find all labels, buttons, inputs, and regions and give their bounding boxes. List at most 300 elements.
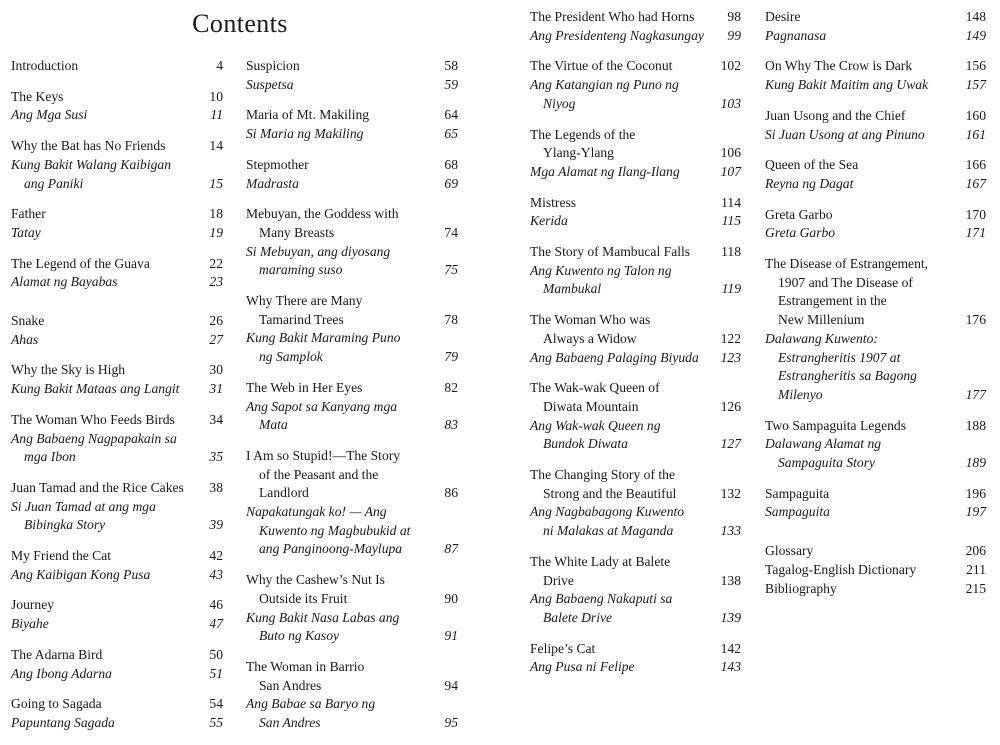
toc-page-number: 75 (444, 262, 458, 278)
toc-entry-line-english (765, 255, 986, 274)
toc-entry-line-english (530, 311, 741, 330)
toc-entry-line-tagalog (246, 522, 458, 541)
toc-entry-title: Ang Mga Susi (11, 107, 88, 123)
toc-page-number: 171 (965, 225, 986, 241)
toc-entry-line-tagalog (765, 367, 986, 386)
toc-entry-title: Sampaguita Story (778, 455, 876, 471)
toc-page-number: 91 (444, 628, 458, 644)
toc-page-number: 15 (209, 175, 223, 191)
toc-entry[interactable] (530, 243, 741, 299)
toc-entry-line-english (530, 379, 741, 398)
toc-entry-title: Napakatungak ko! — Ang (246, 504, 387, 520)
toc-page-number: 149 (965, 27, 986, 43)
toc-entry-title: Greta Garbo (765, 225, 836, 241)
toc-entry[interactable] (765, 255, 986, 405)
toc-entry-line-english (530, 398, 741, 417)
toc-entry-title: Strong and the Beautiful (543, 485, 677, 501)
toc-entry-line-tagalog (246, 695, 458, 714)
toc-entry-title: Estrangheritis sa Bagong (778, 368, 917, 384)
toc-entry-line-tagalog (530, 609, 741, 628)
toc-entry-title: Maria of Mt. Makiling (246, 107, 370, 123)
toc-entry[interactable] (11, 312, 223, 349)
toc-entry-title: Papuntang Sagada (11, 714, 115, 730)
toc-entry-title: Buto ng Kasoy (259, 628, 340, 644)
toc-entry[interactable] (11, 361, 223, 398)
toc-entry-title: On Why The Crow is Dark (765, 58, 913, 74)
toc-entry-line-tagalog (11, 224, 223, 243)
toc-entry-line-english (765, 274, 986, 293)
toc-page-number: 177 (965, 386, 986, 402)
toc-page-number: 142 (720, 640, 741, 656)
toc-entry-title: Going to Sagada (11, 696, 102, 712)
toc-entry[interactable] (765, 8, 986, 45)
toc-entry[interactable] (246, 156, 458, 193)
toc-entry-title: Desire (765, 9, 801, 24)
toc-entry-line-tagalog (530, 76, 741, 95)
toc-entry-title: Ang Presidenteng Nagkasungay (530, 27, 704, 43)
toc-entry-line-english (246, 379, 458, 398)
toc-entry-line-english (11, 646, 223, 665)
toc-entry-title: Why the Bat has No Friends (11, 138, 166, 154)
toc-entry-title: New Millenium (778, 312, 865, 328)
toc-page-number: 157 (965, 77, 986, 93)
toc-entry-title: Introduction (11, 58, 79, 73)
toc-entry-line-english (765, 561, 986, 580)
toc-entry-line-tagalog (246, 503, 458, 522)
toc-entry-line-english (765, 156, 986, 175)
toc-entry-line-english (530, 8, 741, 27)
toc-entry-line-english (11, 137, 223, 156)
toc-entry-title: Pagnanasa (765, 27, 827, 43)
toc-entry-title: Queen of the Sea (765, 157, 859, 173)
toc-entry-title: Journey (11, 597, 55, 613)
toc-entry-line-english (765, 8, 986, 27)
toc-entry[interactable] (246, 571, 458, 646)
toc-page-number: 39 (209, 517, 223, 533)
toc-entry-line-tagalog (246, 76, 458, 95)
toc-entry-title: Bibingka Story (24, 517, 106, 533)
toc-entry-line-tagalog (530, 27, 741, 46)
toc-entry-title: Dalawang Alamat ng (765, 436, 882, 452)
toc-page-number: 161 (965, 126, 986, 142)
toc-entry-title: Ang Babaeng Palaging Biyuda (530, 349, 699, 365)
toc-page-number: 123 (720, 349, 741, 365)
toc-page-number: 132 (720, 485, 741, 501)
toc-entry-title: The Woman Who Feeds Birds (11, 411, 175, 427)
toc-entry[interactable] (765, 542, 986, 598)
toc-entry[interactable] (246, 205, 458, 280)
toc-entry-title: Si Juan Usong at ang Pinuno (765, 126, 925, 142)
toc-entry-title: San Andres (259, 715, 321, 731)
toc-page-number: 166 (965, 157, 986, 173)
toc-entry-title: Many Breasts (259, 224, 335, 240)
toc-page-number: 211 (966, 561, 986, 577)
toc-entry-title: Si Maria ng Makiling (246, 126, 364, 142)
toc-entry[interactable] (11, 88, 223, 125)
toc-entry-line-english (246, 466, 458, 485)
toc-entry-line-english (765, 206, 986, 225)
toc-entry-line-tagalog (246, 540, 458, 559)
toc-entry-line-tagalog (246, 609, 458, 628)
toc-entry-line-english (246, 57, 458, 76)
toc-entry-line-english (530, 57, 741, 76)
toc-entry[interactable] (11, 137, 223, 193)
toc-entry-line-english (11, 361, 223, 380)
toc-entry-title: Balete Drive (543, 609, 613, 625)
toc-page-number: 58 (444, 58, 458, 73)
toc-entry-title: Ang Kaibigan Kong Pusa (11, 566, 151, 582)
toc-entry-title: Juan Usong and the Chief (765, 107, 906, 123)
toc-entry-line-tagalog (530, 212, 741, 231)
toc-entry[interactable] (530, 8, 741, 45)
toc-entry[interactable] (246, 447, 458, 559)
toc-entry-title: Why the Cashew’s Nut Is (246, 572, 385, 588)
toc-page-number: 38 (209, 479, 223, 495)
toc-entry-title: Milenyo (778, 386, 823, 402)
toc-page-number: 160 (965, 107, 986, 123)
toc-entry-line-tagalog (765, 330, 986, 349)
toc-entry-line-english (530, 144, 741, 163)
toc-page-number: 78 (444, 311, 458, 327)
toc-entry-line-tagalog (11, 106, 223, 125)
toc-entry-title: Bibliography (765, 580, 837, 596)
toc-entry-title: Kung Bakit Walang Kaibigan (11, 156, 171, 172)
toc-page-number: 22 (209, 255, 223, 271)
toc-entry-title: Dalawang Kuwento: (765, 330, 878, 346)
toc-entry[interactable] (246, 379, 458, 435)
toc-entry-line-english (530, 126, 741, 145)
toc-entry[interactable] (765, 156, 986, 193)
toc-entry-line-english (11, 205, 223, 224)
toc-entry[interactable] (11, 596, 223, 633)
toc-entry-title: Ang Babaeng Nagpapakain sa (11, 430, 177, 446)
toc-page-number: 99 (727, 27, 741, 43)
toc-entry-line-tagalog (765, 435, 986, 454)
toc-page-number: 90 (444, 590, 458, 606)
toc-entry[interactable] (11, 255, 223, 292)
page-title: Contents (192, 9, 288, 38)
toc-page-number: 34 (209, 411, 223, 427)
toc-entry[interactable] (11, 646, 223, 683)
toc-entry-line-tagalog (765, 349, 986, 368)
toc-entry-title: Ang Katangian ng Puno ng (530, 77, 679, 93)
toc-entry-title: Biyahe (11, 616, 49, 632)
toc-entry[interactable] (11, 411, 223, 467)
toc-entry-title: Why the Sky is High (11, 362, 126, 378)
toc-entry-title: The Story of Mambucal Falls (530, 244, 691, 260)
toc-entry-line-tagalog (765, 27, 986, 46)
toc-entry-line-tagalog (246, 348, 458, 367)
toc-entry[interactable] (11, 695, 223, 732)
toc-entry-title: Kung Bakit Nasa Labas ang (246, 609, 400, 625)
toc-page-number: 46 (209, 597, 223, 613)
toc-entry[interactable] (530, 379, 741, 454)
toc-page-number: 23 (209, 274, 223, 290)
toc-entry[interactable] (765, 107, 986, 144)
toc-page-number: 127 (720, 436, 741, 452)
toc-entry-line-tagalog (11, 498, 223, 517)
toc-page-number: 30 (209, 362, 223, 378)
toc-page-number: 18 (209, 206, 223, 222)
toc-page-number: 196 (965, 485, 986, 501)
toc-page-number: 94 (444, 677, 458, 693)
toc-entry-title: Ang Wak-wak Queen ng (530, 417, 661, 433)
toc-entry-title: The Keys (11, 88, 64, 104)
toc-page-number: 11 (210, 107, 223, 123)
toc-page-number: 156 (965, 58, 986, 74)
toc-entry-title: ang Panginoong-Maylupa (259, 541, 403, 557)
toc-entry-title: Always a Widow (543, 330, 637, 346)
toc-entry[interactable] (11, 205, 223, 242)
toc-page-number: 69 (444, 175, 458, 191)
toc-page-number: 118 (721, 244, 741, 260)
toc-entry-title: Kung Bakit Maraming Puno (246, 330, 401, 346)
toc-entry-line-english (11, 411, 223, 430)
toc-entry-title: The Legend of the Guava (11, 255, 150, 271)
toc-page-number: 14 (209, 138, 223, 154)
toc-entry-title: Drive (543, 572, 574, 588)
toc-entry[interactable] (246, 658, 458, 733)
toc-entry-title: Tagalog-English Dictionary (765, 561, 917, 577)
toc-page-number: 95 (444, 715, 458, 731)
toc-page-number: 167 (965, 175, 986, 191)
toc-entry-line-tagalog (765, 175, 986, 194)
toc-page-number: 103 (720, 95, 741, 111)
toc-page-number: 54 (209, 696, 223, 712)
toc-entry-line-tagalog (530, 417, 741, 436)
toc-entry-line-tagalog (11, 566, 223, 585)
toc-entry-line-english (246, 292, 458, 311)
toc-entry[interactable] (530, 553, 741, 628)
toc-entry-line-english (246, 311, 458, 330)
toc-entry-title: Snake (11, 313, 45, 329)
toc-entry-line-english (246, 156, 458, 175)
toc-page-number: 4 (216, 58, 223, 73)
toc-entry-title: Niyog (543, 95, 576, 111)
toc-page-number: 82 (444, 379, 458, 395)
toc-page-number: 139 (720, 609, 741, 625)
toc-entry-line-english (11, 547, 223, 566)
toc-entry-line-english (530, 466, 741, 485)
toc-entry-line-tagalog (246, 714, 458, 733)
toc-column-3 (530, 8, 741, 689)
toc-page-number: 122 (720, 330, 741, 346)
toc-entry-title: Reyna ng Dagat (765, 175, 854, 191)
toc-entry-line-english (11, 255, 223, 274)
toc-entry-line-tagalog (765, 224, 986, 243)
toc-entry-title: Kung Bakit Mataas ang Langit (11, 381, 180, 397)
toc-entry-line-english (246, 106, 458, 125)
toc-page-number: 176 (965, 312, 986, 328)
toc-entry-title: The Woman Who was (530, 312, 651, 328)
toc-page-number: 43 (209, 566, 223, 582)
toc-entry[interactable] (11, 547, 223, 584)
toc-page-number: 47 (209, 616, 223, 632)
toc-entry-title: Ahas (11, 331, 39, 347)
toc-entry-title: Ang Pusa ni Felipe (530, 659, 635, 675)
toc-entry-title: The Woman in Barrio (246, 658, 365, 674)
toc-entry-title: ni Malakas at Maganda (543, 523, 674, 539)
toc-entry-line-english (765, 57, 986, 76)
toc-entry[interactable] (530, 194, 741, 231)
toc-entry-line-english (765, 542, 986, 561)
toc-entry-title: Estrangement in the (778, 293, 887, 309)
toc-entry-line-english (530, 640, 741, 659)
toc-page-number: 55 (209, 714, 223, 730)
toc-entry-line-english (11, 57, 223, 76)
toc-entry-title: The Web in Her Eyes (246, 379, 363, 395)
toc-entry-title: Mata (259, 417, 288, 433)
toc-entry-line-tagalog (530, 262, 741, 281)
toc-entry-line-tagalog (765, 503, 986, 522)
toc-entry-title: Greta Garbo (765, 206, 833, 222)
toc-entry-line-tagalog (765, 454, 986, 473)
toc-page-number: 119 (721, 281, 741, 297)
toc-page-number: 138 (720, 572, 741, 588)
toc-entry[interactable] (530, 311, 741, 367)
toc-entry-line-tagalog (11, 156, 223, 175)
toc-page-number: 68 (444, 156, 458, 172)
toc-entry[interactable] (246, 292, 458, 367)
toc-entry-title: Mga Alamat ng Ilang-Ilang (530, 163, 680, 179)
toc-page-number: 143 (720, 659, 741, 675)
toc-page-number: 86 (444, 485, 458, 501)
toc-entry-title: Felipe’s Cat (530, 640, 596, 656)
toc-entry-title: Diwata Mountain (543, 398, 639, 414)
toc-page-number: 197 (965, 504, 986, 520)
toc-entry-line-english (765, 580, 986, 599)
toc-entry-title: Stepmother (246, 156, 309, 172)
toc-column-4 (765, 8, 986, 610)
toc-entry-title: 1907 and The Disease of (778, 274, 913, 290)
toc-entry-line-english (765, 292, 986, 311)
toc-entry[interactable] (530, 466, 741, 541)
toc-entry-title: Ang Babaeng Nakaputi sa (530, 591, 673, 607)
toc-entry-title: The Disease of Estrangement, (765, 256, 929, 272)
toc-entry-title: Si Mebuyan, ang diyosang (246, 243, 391, 259)
toc-entry-line-english (246, 590, 458, 609)
toc-entry-title: The White Lady at Balete (530, 553, 671, 569)
toc-page-number: 27 (209, 331, 223, 347)
toc-entry-line-english (11, 479, 223, 498)
toc-entry-line-english (11, 88, 223, 107)
toc-entry-line-english (765, 107, 986, 126)
toc-entry-title: Suspicion (246, 58, 300, 73)
toc-entry-line-tagalog (765, 126, 986, 145)
toc-entry-title: Mambukal (543, 281, 602, 297)
toc-page-number: 106 (720, 145, 741, 161)
toc-entry-line-tagalog (530, 435, 741, 454)
toc-entry-line-english (11, 695, 223, 714)
toc-page-number: 31 (209, 381, 223, 397)
toc-entry[interactable] (765, 57, 986, 94)
toc-entry-title: The Virtue of the Coconut (530, 58, 673, 74)
toc-entry-line-tagalog (11, 380, 223, 399)
toc-entry-line-english (530, 553, 741, 572)
toc-entry-line-tagalog (530, 522, 741, 541)
toc-entry-title: Madrasta (246, 175, 299, 191)
toc-entry[interactable] (530, 57, 741, 113)
toc-entry-line-english (530, 485, 741, 504)
toc-entry-line-english (246, 658, 458, 677)
toc-page-number: 79 (444, 349, 458, 365)
toc-entry-line-tagalog (765, 386, 986, 405)
toc-entry-title: Si Juan Tamad at ang mga (11, 498, 156, 514)
toc-entry-line-english (246, 224, 458, 243)
toc-entry-title: The Adarna Bird (11, 646, 103, 662)
toc-entry-line-tagalog (11, 665, 223, 684)
toc-entry[interactable] (765, 485, 986, 522)
toc-entry-line-tagalog (246, 125, 458, 144)
toc-entry-line-tagalog (530, 349, 741, 368)
toc-entry-line-tagalog (246, 627, 458, 646)
toc-entry-line-tagalog (246, 243, 458, 262)
toc-entry-line-tagalog (11, 615, 223, 634)
toc-entry-line-english (530, 330, 741, 349)
toc-page-number: 87 (444, 541, 458, 557)
toc-entry-title: Sampaguita (765, 485, 830, 501)
toc-entry-line-tagalog (246, 416, 458, 435)
toc-page-number: 98 (727, 9, 741, 24)
toc-entry-line-tagalog (530, 503, 741, 522)
toc-page-number: 50 (209, 646, 223, 662)
toc-entry[interactable] (765, 417, 986, 473)
toc-entry-line-tagalog (246, 261, 458, 280)
toc-entry-line-english (246, 447, 458, 466)
toc-entry[interactable] (530, 640, 741, 677)
toc-page-number: 206 (965, 543, 986, 559)
toc-entry-line-tagalog (765, 76, 986, 95)
toc-entry[interactable] (246, 106, 458, 143)
toc-entry-title: My Friend the Cat (11, 548, 112, 564)
toc-entry-title: ng Samplok (259, 349, 323, 365)
toc-entry-line-english (11, 596, 223, 615)
toc-page-number: 64 (444, 107, 458, 123)
toc-entry-line-english (765, 485, 986, 504)
toc-entry[interactable] (11, 57, 223, 76)
toc-entry-line-english (530, 194, 741, 213)
toc-page-number: 188 (965, 417, 986, 433)
toc-page-number: 65 (444, 126, 458, 142)
toc-entry-title: Tatay (11, 224, 41, 240)
toc-entry[interactable] (765, 206, 986, 243)
toc-entry[interactable] (246, 57, 458, 94)
toc-entry-title: Ang Nagbabagong Kuwento (530, 504, 685, 520)
toc-entry-line-english (246, 677, 458, 696)
toc-entry-title: Ang Ibong Adarna (11, 665, 112, 681)
toc-entry-line-tagalog (246, 329, 458, 348)
toc-page-number: 74 (444, 224, 458, 240)
toc-entry-title: Tamarind Trees (259, 311, 344, 327)
toc-entry-line-tagalog (530, 95, 741, 114)
toc-entry-title: Landlord (259, 485, 309, 501)
toc-entry-title: mga Ibon (24, 449, 76, 465)
toc-page-number: 170 (965, 206, 986, 222)
toc-entry[interactable] (11, 479, 223, 535)
toc-entry-line-tagalog (530, 163, 741, 182)
toc-entry-line-english (530, 243, 741, 262)
toc-page-number: 215 (965, 580, 986, 596)
toc-entry[interactable] (530, 126, 741, 182)
toc-page-number: 19 (209, 224, 223, 240)
toc-entry-title: Ang Sapot sa Kanyang mga (246, 398, 398, 414)
toc-entry-line-tagalog (11, 430, 223, 449)
toc-page-number: 26 (209, 313, 223, 329)
toc-entry-title: Mistress (530, 194, 577, 210)
toc-page-number: 148 (965, 9, 986, 24)
toc-entry-line-english (765, 417, 986, 436)
toc-entry-title: ang Paniki (24, 175, 84, 191)
